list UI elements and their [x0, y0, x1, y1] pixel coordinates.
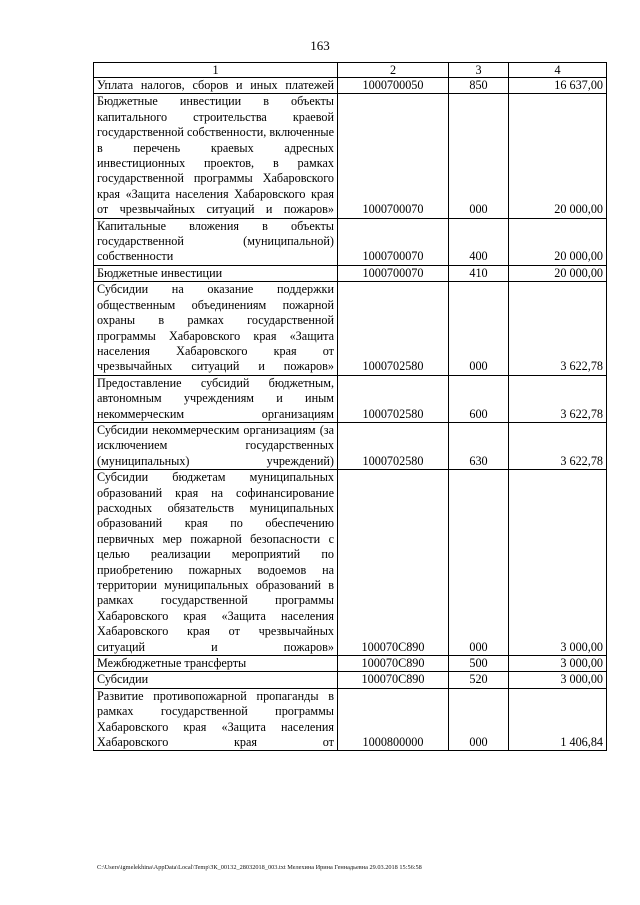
row-description: Субсидии на оказание поддержки общественным объединениям пожарной охраны в рамках государственной программы Хабаровского края «Защита населения Хабаровского края от чрезвычайных ситуаций и пожаров»	[94, 282, 338, 375]
row-target-code: 100070С890	[338, 470, 449, 656]
table-row	[94, 265, 607, 281]
row-target-code: 1000702580	[338, 422, 449, 469]
row-expense-type: 520	[449, 672, 509, 688]
row-amount: 20 000,00	[509, 218, 607, 265]
table-row	[94, 282, 607, 375]
row-target-code: 100070С890	[338, 672, 449, 688]
table-row	[94, 656, 607, 672]
row-description: Предоставление субсидий бюджетным, автономным учреждениям и иным некоммерческим организациям	[94, 375, 338, 422]
row-expense-type: 000	[449, 470, 509, 656]
row-description: Уплата налогов, сборов и иных платежей	[94, 78, 338, 94]
row-amount: 3 622,78	[509, 375, 607, 422]
row-target-code: 1000702580	[338, 375, 449, 422]
budget-table	[93, 62, 607, 751]
row-expense-type: 850	[449, 78, 509, 94]
row-description: Субсидии некоммерческим организациям (за исключением государственных (муниципальных) учреждений)	[94, 422, 338, 469]
page-number: 163	[310, 38, 330, 53]
row-description: Субсидии бюджетам муниципальных образований края на софинансирование расходных обязательств муниципальных образований края по обеспечению первичных мер пожарной безопасности с целью реализации мероприятий по приобретению пожарных водоемов на территории муниципальных образований в рамках государственной программы Хабаровского края «Защита населения Хабаровского края от чрезвычайных ситуаций и пожаров»	[94, 470, 338, 656]
row-description: Межбюджетные трансферты	[94, 656, 338, 672]
row-target-code: 1000702580	[338, 282, 449, 375]
row-description: Бюджетные инвестиции	[94, 265, 338, 281]
row-expense-type: 000	[449, 688, 509, 751]
row-amount: 3 000,00	[509, 672, 607, 688]
column-header-4: 4	[509, 63, 607, 78]
row-amount: 16 637,00	[509, 78, 607, 94]
row-amount: 3 000,00	[509, 656, 607, 672]
row-amount: 3 000,00	[509, 470, 607, 656]
row-expense-type: 600	[449, 375, 509, 422]
table-row	[94, 422, 607, 469]
row-amount: 20 000,00	[509, 265, 607, 281]
row-description: Развитие противопожарной пропаганды в рамках государственной программы Хабаровского края «Защита населения Хабаровского края от	[94, 688, 338, 751]
row-description: Бюджетные инвестиции в объекты капитального строительства краевой государственной собственности, включенные в перечень краевых адресных инвестиционных проектов, в рамках государственной программы Хабаровского края «Защита населения Хабаровского края от чрезвычайных ситуаций и пожаров»	[94, 94, 338, 218]
row-target-code: 1000700070	[338, 94, 449, 218]
table-row	[94, 94, 607, 218]
table-row	[94, 672, 607, 688]
row-expense-type: 000	[449, 94, 509, 218]
row-target-code: 100070С890	[338, 656, 449, 672]
table-row	[94, 688, 607, 751]
table-row	[94, 218, 607, 265]
row-expense-type: 000	[449, 282, 509, 375]
column-header-1: 1	[94, 63, 338, 78]
row-target-code: 1000700050	[338, 78, 449, 94]
row-expense-type: 410	[449, 265, 509, 281]
row-target-code: 1000700070	[338, 218, 449, 265]
row-expense-type: 500	[449, 656, 509, 672]
table-row	[94, 470, 607, 656]
file-path-footer: C:\Users\igmelekhina\AppData\Local\Temp\ЗК_00132_28032018_003.txt Мелехина Ирина Геннадьевна 29.03.2018 15:56:58	[97, 864, 422, 871]
table-row	[94, 78, 607, 94]
row-amount: 20 000,00	[509, 94, 607, 218]
row-target-code: 1000700070	[338, 265, 449, 281]
row-description: Капитальные вложения в объекты государственной (муниципальной) собственности	[94, 218, 338, 265]
row-expense-type: 400	[449, 218, 509, 265]
row-target-code: 1000800000	[338, 688, 449, 751]
column-header-2: 2	[338, 63, 449, 78]
row-description: Субсидии	[94, 672, 338, 688]
column-header-3: 3	[449, 63, 509, 78]
row-amount: 3 622,78	[509, 422, 607, 469]
row-amount: 1 406,84	[509, 688, 607, 751]
table-header-row	[94, 63, 607, 78]
row-amount: 3 622,78	[509, 282, 607, 375]
table-row	[94, 375, 607, 422]
row-expense-type: 630	[449, 422, 509, 469]
